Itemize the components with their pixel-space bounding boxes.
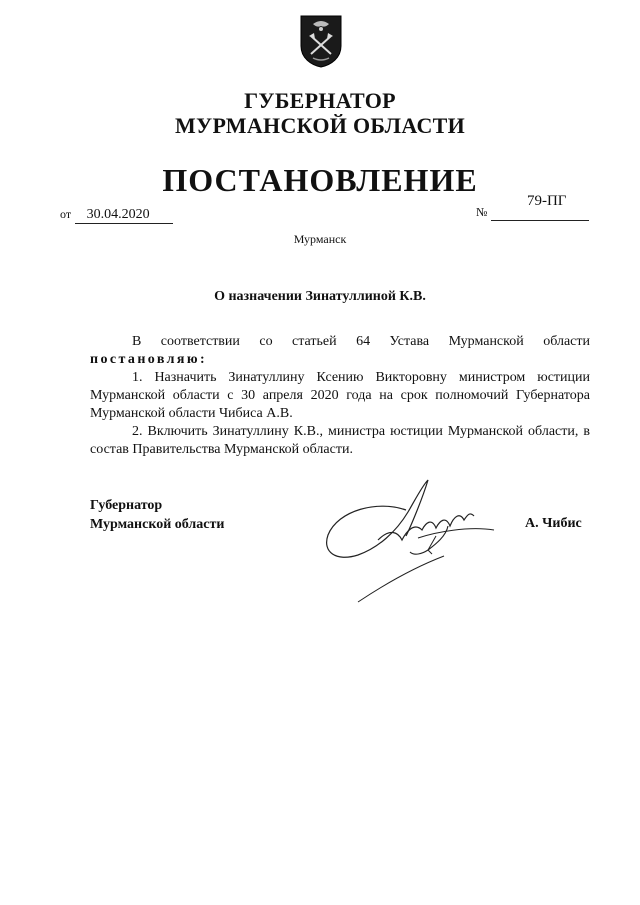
authority-title-line2: МУРМАНСКОЙ ОБЛАСТИ [174,113,466,138]
number-prefix: № [476,205,488,219]
body-item-1: 1. Назначить Зинатуллину Ксению Викторовну министром юстиции Мурманской области с 30 апреля 2020 года на срок полномочий Губернатора Мурманской области Чибиса А.В. [90,370,590,421]
signatory-name: А. Чибис [525,516,582,531]
authority-title-line1: ГУБЕРНАТОР [244,88,396,113]
document-date: 30.04.2020 [75,207,173,224]
document-body [90,333,590,459]
date-prefix: от [60,207,72,221]
body-intro: В соответствии со статьей 64 Устава Мурманской области [132,334,590,349]
coat-of-arms-icon [299,14,343,68]
document-type-title: ПОСТАНОВЛЕНИЕ [162,162,478,198]
document-date-row [60,207,173,224]
signatory-title-line1: Губернатор [90,498,163,513]
document-number: 79-ПГ [526,193,567,209]
body-item-2: 2. Включить Зинатуллину К.В., министра юстиции Мурманской области, в состав Правительства Мурманской области. [90,424,590,457]
signatory-title-line2: Мурманской области [90,517,225,532]
handwritten-signature [318,470,508,610]
document-subject: О назначении Зинатуллиной К.В. [214,289,426,304]
signatory-title [90,496,224,534]
city-name: Мурманск [293,232,347,246]
body-decree-word: постановляю: [90,352,208,367]
number-line [491,193,589,221]
document-number-row [476,193,589,221]
